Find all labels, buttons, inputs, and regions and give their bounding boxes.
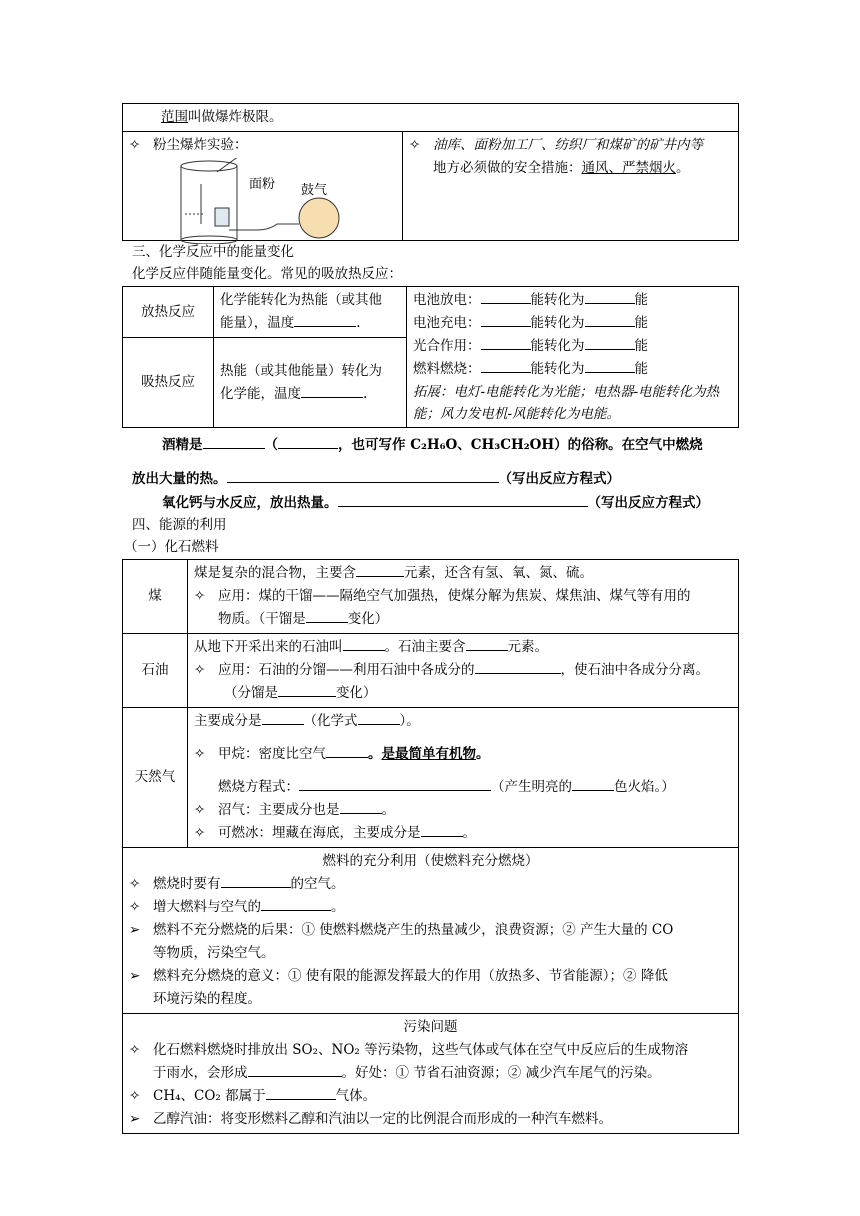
blank [262,710,304,725]
conversion-battery-discharge: 电池放电： 能转化为 能 [413,289,732,312]
diamond-bullet-icon: ✧ [194,662,206,678]
blank [306,608,348,623]
endothermic-desc-line1: 热能（或其他能量）转化为 [220,362,382,379]
fossil-fuel-table [122,559,739,1134]
safety-measures-cell [403,132,739,241]
arrow-bullet-icon: ➢ [129,968,141,984]
coal-label: 煤 [123,560,188,634]
dust-experiment-title: 粉尘爆炸实验： [153,137,248,153]
range-text: 范围 [161,109,188,125]
diamond-bullet-icon: ✧ [129,876,141,892]
exothermic-label: 放热反应 [123,287,214,338]
energy-change-heading: 三、化学反应中的能量变化 [132,244,294,260]
blank [475,659,561,674]
pollution-title: 污染问题 [403,1019,458,1035]
energy-conversions-cell [407,287,739,428]
safety-measures-answer: 通风、严禁烟火 [581,160,676,176]
fossil-fuel-heading: （一）化石燃料 [124,539,219,555]
period: . [363,385,368,402]
blank [572,776,614,791]
full-use-section: 燃料的充分利用（使燃料充分燃烧） ✧ 燃烧时要有 的空气。 ✧ 增大燃料与空气的 。 ➢ 燃料不充分燃烧的后果：① 使燃料燃烧产生的热量减少，浪费资源；② 产生大量的 CO 等物质，污染空气。 ➢ 燃料充分燃烧的意义：① 使有限的能源发挥最大的作用（放热多、节省能源）；② 降低 环境污染的程度。 [123,848,739,1014]
blank [299,776,491,791]
blank [221,873,291,888]
exothermic-desc-line2: 能量），温度 [220,315,295,331]
endothermic-label: 吸热反应 [123,338,214,428]
calcium-oxide-line: 氧化钙与水反应，放出热量。 （写出反应方程式） [162,492,709,514]
period: . [356,315,361,331]
blank [421,822,463,837]
blank [203,434,265,449]
diamond-bullet-icon: ✧ [129,899,141,915]
diamond-bullet-icon: ✧ [129,137,141,153]
oil-label: 石油 [123,634,188,708]
explosion-limit-row [123,104,739,132]
blank [356,562,404,577]
natural-gas-label: 天然气 [123,708,188,848]
blank [326,743,368,758]
pollution-section: 污染问题 ✧ 化石燃料燃烧时排放出 SO₂、NO₂ 等污染物，这些气体或气体在空气中反应后的生成物溶 于雨水，会形成 。好处：① 节省石油资源；② 减少汽车尾气的污染。 ✧ CH₄、CO₂ 都属于 气体。 ➢ 乙醇汽油：将变形燃料乙醇和汽油以一定的比例混合而形成的一种汽车燃料。 [123,1014,739,1134]
conversion-battery-charge: 电池充电： 能转化为 能 [413,312,732,335]
diamond-bullet-icon: ✧ [194,588,206,604]
diamond-bullet-icon: ✧ [129,1042,141,1058]
diamond-bullet-icon: ✧ [194,802,206,818]
arrow-bullet-icon: ➢ [129,1111,141,1127]
oil-content: 从地下开采出来的石油叫 。石油主要含 元素。 ✧ 应用：石油的分馏——利用石油中各成分的 ，使石油中各成分分离。 （分馏是 变化） [188,634,739,708]
blank [466,636,508,651]
blank [294,312,356,327]
energy-reaction-table [122,286,739,428]
natural-gas-content: 主要成分是 （化学式 ）。 ✧ 甲烷：密度比空气 。是最简单有机物。 燃烧方程式： （产生明亮的 色火焰。） ✧ 沼气：主要成分也是 。 ✧ 可燃冰：埋藏在海底，主要成分是 。 [188,708,739,848]
exothermic-desc [214,287,407,338]
alcohol-line2: 放出大量的热。 （写出反应方程式） [132,468,620,490]
exothermic-desc-line1: 化学能转化为热能（或其他 [220,292,382,308]
dust-experiment-cell [123,132,403,241]
coal-content: 煤是复杂的混合物，主要含 元素，还含有氢、氧、氮、硫。 ✧ 应用：煤的干馏——隔绝空气加强热，使煤分解为焦炭、煤焦油、煤气等有用的 物质。（干馏是 变化） [188,560,739,634]
blow-air-label: 鼓气 [301,182,328,197]
diamond-bullet-icon: ✧ [409,137,421,153]
full-use-title: 燃料的充分利用（使燃料充分燃烧） [322,853,539,869]
explosion-table [122,103,739,241]
diamond-bullet-icon: ✧ [194,825,206,841]
blank [278,434,338,449]
arrow-bullet-icon: ➢ [129,922,141,938]
safety-period: 。 [676,160,690,176]
energy-intro: 化学反应伴随能量变化。常见的吸放热反应： [132,266,402,282]
blank [278,682,336,697]
blank [261,896,331,911]
safety-text-line2: 地方必须做的安全措施： [433,160,582,176]
explosion-limit-text: 叫做爆炸极限。 [188,109,283,125]
blank [340,799,382,814]
blank [338,492,588,507]
blank [266,1085,336,1100]
conversion-photosynthesis: 光合作用： 能转化为 能 [413,335,732,358]
blank [301,383,363,398]
endothermic-desc [214,338,407,428]
conversion-fuel-combustion: 燃料燃烧： 能转化为 能 [413,358,732,381]
energy-expand-note: 拓展：电灯-电能转化为光能；电热器-电能转化为热 能；风力发电机-风能转化为电能。 [413,384,720,422]
blank [227,468,499,483]
blank [343,636,385,651]
diamond-bullet-icon: ✧ [194,746,206,762]
blank [358,710,400,725]
dust-explosion-apparatus-illustration [177,158,377,244]
blank [248,1062,342,1077]
diamond-bullet-icon: ✧ [129,1088,141,1104]
endothermic-desc-line2: 化学能，温度 [220,385,301,402]
safety-text-line1: 油库、面粉加工厂、纺织厂和煤矿的矿井内等 [433,137,703,153]
flour-label: 面粉 [249,176,276,191]
alcohol-line1: 酒精是 （ ，也可写作 C₂H₆O、CH₃CH₂OH）的俗称。在空气中燃烧 [162,434,703,456]
energy-use-heading: 四、能源的利用 [132,517,227,533]
